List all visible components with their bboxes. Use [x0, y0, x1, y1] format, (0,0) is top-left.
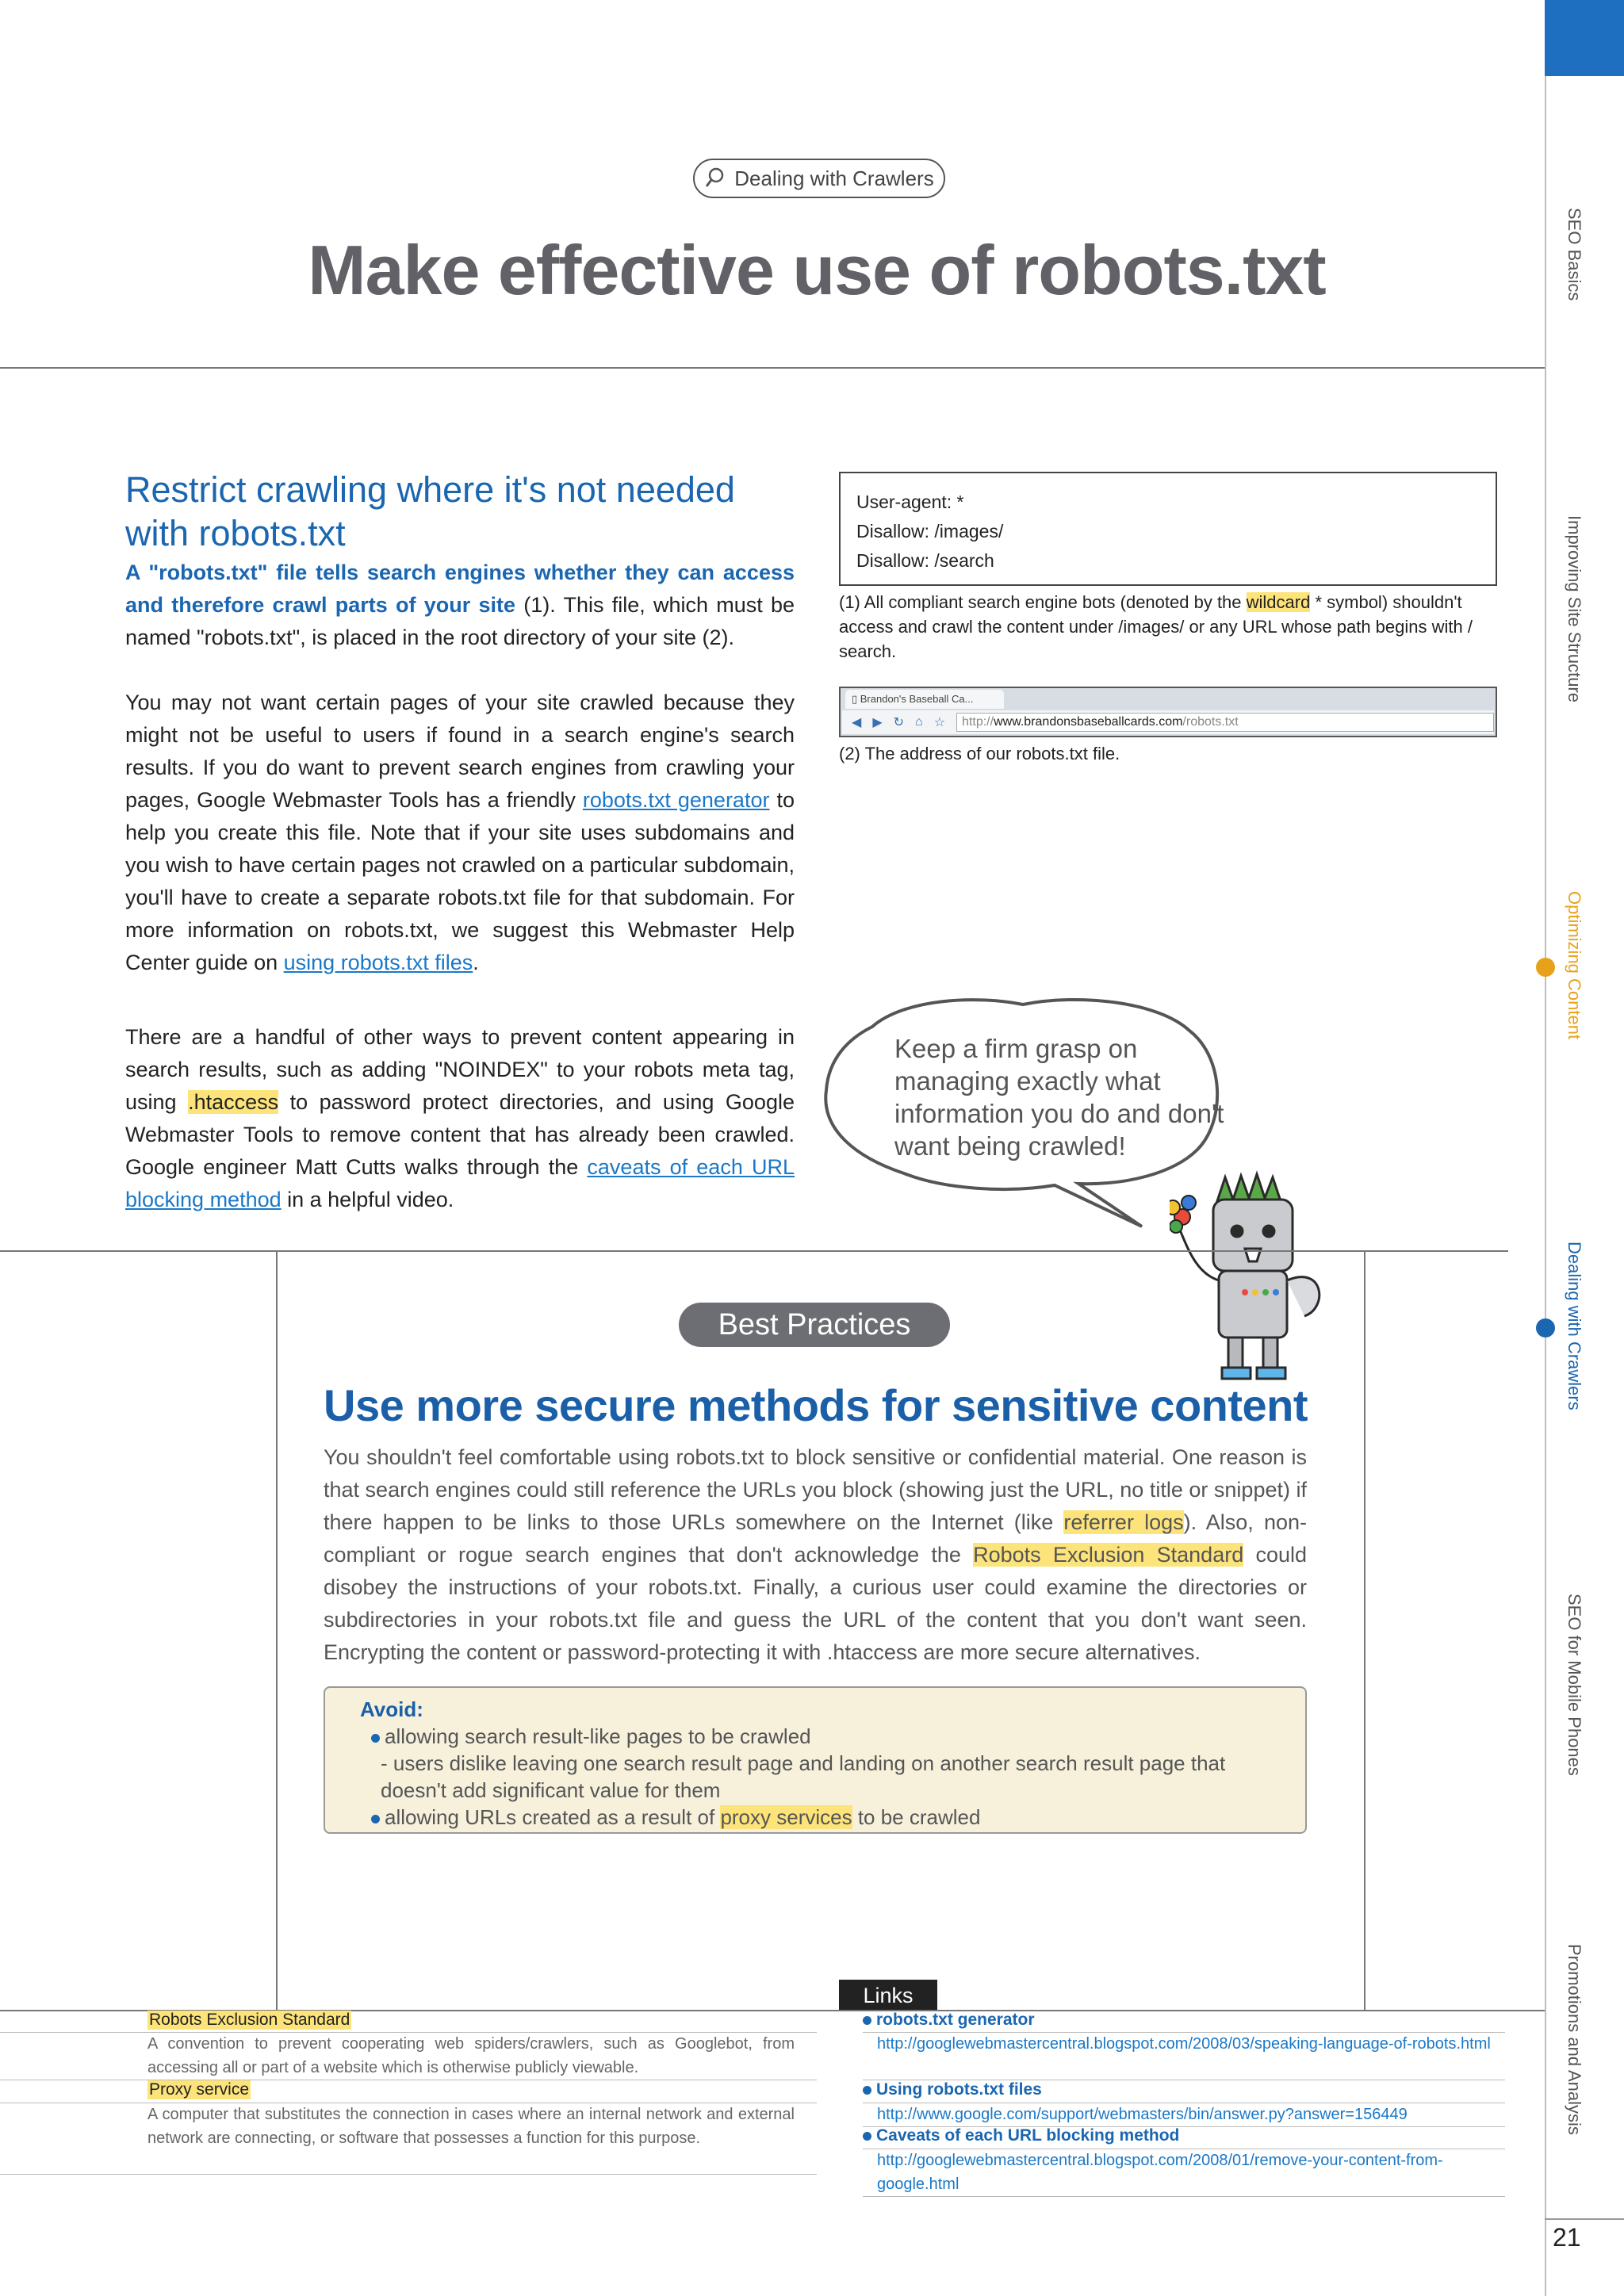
glossary-term: Proxy service [149, 2080, 250, 2099]
avoid-item [360, 1723, 1289, 1750]
caption-1-a: (1) All compliant search engine bots (denoted by the [839, 592, 1247, 612]
page-title: Make effective use of robots.txt [308, 231, 1326, 309]
bubble-text: Keep a firm grasp on managing exactly what information you do and don't want being crawled! [894, 1034, 1224, 1161]
sidebar-item-seo-for-mobile-phones[interactable]: SEO for Mobile Phones [1565, 1594, 1584, 1776]
sidebar-item-dealing-with-crawlers[interactable]: Dealing with Crawlers [1565, 1242, 1584, 1410]
best-practices-text [324, 1441, 1307, 1669]
url-path: /robots.txt [1182, 715, 1239, 729]
star-icon: ☆ [933, 716, 946, 729]
glossary-desc: A computer that substitutes the connection in cases where an internal network and external network are connecting, or software that possesses a function for this purpose. [147, 2106, 795, 2147]
intro-bold: A "robots.txt" file tells search engines whether they can access and therefore crawl parts of your site [125, 561, 795, 617]
htaccess-term: .htaccess [188, 1090, 279, 1114]
bullet-icon [863, 2016, 871, 2025]
link-url[interactable]: http://www.google.com/support/webmasters/bin/answer.py?answer=156449 [877, 2106, 1408, 2123]
link-url[interactable]: http://googlewebmastercentral.blogspot.com/2008/03/speaking-language-of-robots.html [877, 2035, 1491, 2053]
robots-exclusion-term: Robots Exclusion Standard [973, 1543, 1244, 1567]
bullet-icon [863, 2132, 871, 2141]
bp-text-a: You shouldn't feel comfortable using robots.txt to block sensitive or confidential material. One reason is that search engines could still reference the URLs you block (showing just the URL, no title or snippet) if there happen to be links to those URLs somewhere on the Internet (like [324, 1445, 1307, 1534]
address-bar [956, 713, 1494, 732]
browser-tab [845, 690, 1004, 709]
browser-toolbar [842, 710, 1494, 734]
bullet-icon [371, 1734, 380, 1743]
links-label: Links [839, 1980, 937, 2011]
wildcard-term: wildcard [1246, 592, 1311, 612]
sidebar-item-seo-basics[interactable]: SEO Basics [1565, 208, 1584, 301]
page-number-rule [1545, 2218, 1624, 2220]
best-practices-heading: Use more secure methods for sensitive content [324, 1380, 1308, 1430]
using-robots-files-link[interactable]: using robots.txt files [283, 951, 473, 974]
best-practices-label: Best Practices [679, 1303, 950, 1347]
links-divider [863, 2196, 1505, 2197]
link-title-text: Using robots.txt files [876, 2080, 1042, 2099]
paragraph-why [125, 687, 795, 979]
paragraph-intro [125, 557, 795, 654]
url-host: www.brandonsbaseballcards.com [994, 715, 1183, 729]
link-title-text: robots.txt generator [876, 2011, 1035, 2029]
avoid-subitem: - users dislike leaving one search result page and landing on another search result page that doesn't add significant value for them [381, 1751, 1226, 1802]
intro-rest: (1). This file, which must be named "robots.txt", is placed in the root directory of your site (2). [125, 593, 795, 649]
referrer-logs-term: referrer logs [1063, 1510, 1184, 1534]
magnifier-icon [704, 166, 726, 190]
sidebar-item-promotions-and-analysis[interactable]: Promotions and Analysis [1565, 1944, 1584, 2135]
browser-tab-title: Brandon's Baseball Ca... [860, 693, 974, 705]
code-line: Disallow: /search [856, 550, 994, 571]
avoid-title: Avoid: [360, 1697, 423, 1721]
link-title-caveats[interactable] [863, 2126, 1179, 2145]
robots-generator-link[interactable]: robots.txt generator [582, 788, 770, 812]
home-icon: ⌂ [915, 715, 923, 729]
back-arrow-icon: ◀ [852, 716, 862, 729]
avoid-item [360, 1804, 1289, 1831]
glossary-term: Robots Exclusion Standard [149, 2011, 350, 2029]
why-text-a: You may not want certain pages of your site crawled because they might not be useful to users if found in a search engine's search results. If you do want to prevent search engines from crawling your pages, Google Webmaster Tools has a friendly [125, 691, 795, 812]
sidebar-item-optimizing-content[interactable]: Optimizing Content [1565, 891, 1584, 1040]
caption-1 [839, 590, 1499, 664]
robots-code-sample [839, 472, 1497, 586]
link-url[interactable]: http://googlewebmastercentral.blogspot.com/2008/01/remove-your-content-from-google.html [877, 2152, 1443, 2193]
link-title-using-robots-files[interactable] [863, 2080, 1042, 2099]
code-line: User-agent: * [856, 492, 964, 512]
why-text-b: to help you create this file. Note that if your site uses subdomains and you wish to have certain pages not crawled on a particular subdomain, you'll have to create a separate robots.txt file for that subdomain. For more information on robots.txt, we suggest this Webmaster Help Center guide on [125, 788, 795, 974]
glossary-desc: A convention to prevent cooperating web spiders/crawlers, such as Googlebot, from accessing all or part of a website which is otherwise publicly viewable. [147, 2035, 795, 2076]
bullet-icon [371, 1815, 380, 1823]
glossary-divider [0, 2174, 817, 2175]
sidebar-dot-optimizing-content [1536, 958, 1555, 977]
caption-2: (2) The address of our robots.txt file. [839, 744, 1120, 763]
avoid-item-text-b: to be crawled [852, 1805, 981, 1829]
avoid-item-text: allowing search result-like pages to be crawled [385, 1724, 811, 1748]
link-title-text: Caveats of each URL blocking method [876, 2126, 1180, 2145]
proxy-services-term: proxy services [720, 1805, 852, 1829]
link-title-robots-generator[interactable] [863, 2011, 1035, 2030]
caption-1-b: * symbol) shouldn't access and crawl the content under /images/ or any URL whose path begins with / search. [839, 592, 1473, 661]
section-heading: Restrict crawling where it's not needed with robots.txt [125, 469, 735, 553]
other-text-c: in a helpful video. [281, 1188, 454, 1211]
bp-text-b: ). Also, non-compliant or rogue search engines that don't acknowledge the [324, 1510, 1307, 1567]
chapter-sidebar [1545, 0, 1624, 2296]
header-divider [0, 367, 1545, 369]
reload-icon: ↻ [893, 716, 905, 729]
why-text-c: . [473, 951, 479, 974]
other-text-b: to password protect directories, and using Google Webmaster Tools to remove content that has already been crawled. Google engineer Matt Cutts walks through the [125, 1090, 795, 1179]
sidebar-accent-block [1545, 0, 1624, 76]
section-tag-label: Dealing with Crawlers [734, 166, 934, 190]
bp-text-c: could disobey the instructions of your robots.txt. Finally, a curious user could examine the directories or subdirectories in your robots.txt file and guess the URL of the content that you don't want seen. Encrypting the content or password-protecting it with .htaccess are more secure alternatives. [324, 1543, 1307, 1664]
paragraph-other-ways [125, 1021, 795, 1216]
forward-arrow-icon: ▶ [872, 716, 883, 729]
bullet-icon [863, 2086, 871, 2095]
sidebar-dot-dealing-with-crawlers [1536, 1318, 1555, 1337]
caveats-link[interactable]: caveats of each URL blocking method [125, 1155, 795, 1211]
avoid-item-text-a: allowing URLs created as a result of [385, 1805, 721, 1829]
sidebar-item-improving-site-structure[interactable]: Improving Site Structure [1565, 515, 1584, 702]
section-tag [693, 159, 945, 198]
page-number: 21 [1553, 2223, 1581, 2252]
code-line: Disallow: /images/ [856, 521, 1004, 541]
url-prefix: http:// [962, 715, 994, 729]
avoid-box [324, 1686, 1307, 1834]
other-text-a: There are a handful of other ways to prevent content appearing in search results, such as adding "NOINDEX" to your robots meta tag, using [125, 1025, 795, 1114]
page-icon: ▯ [852, 693, 860, 705]
